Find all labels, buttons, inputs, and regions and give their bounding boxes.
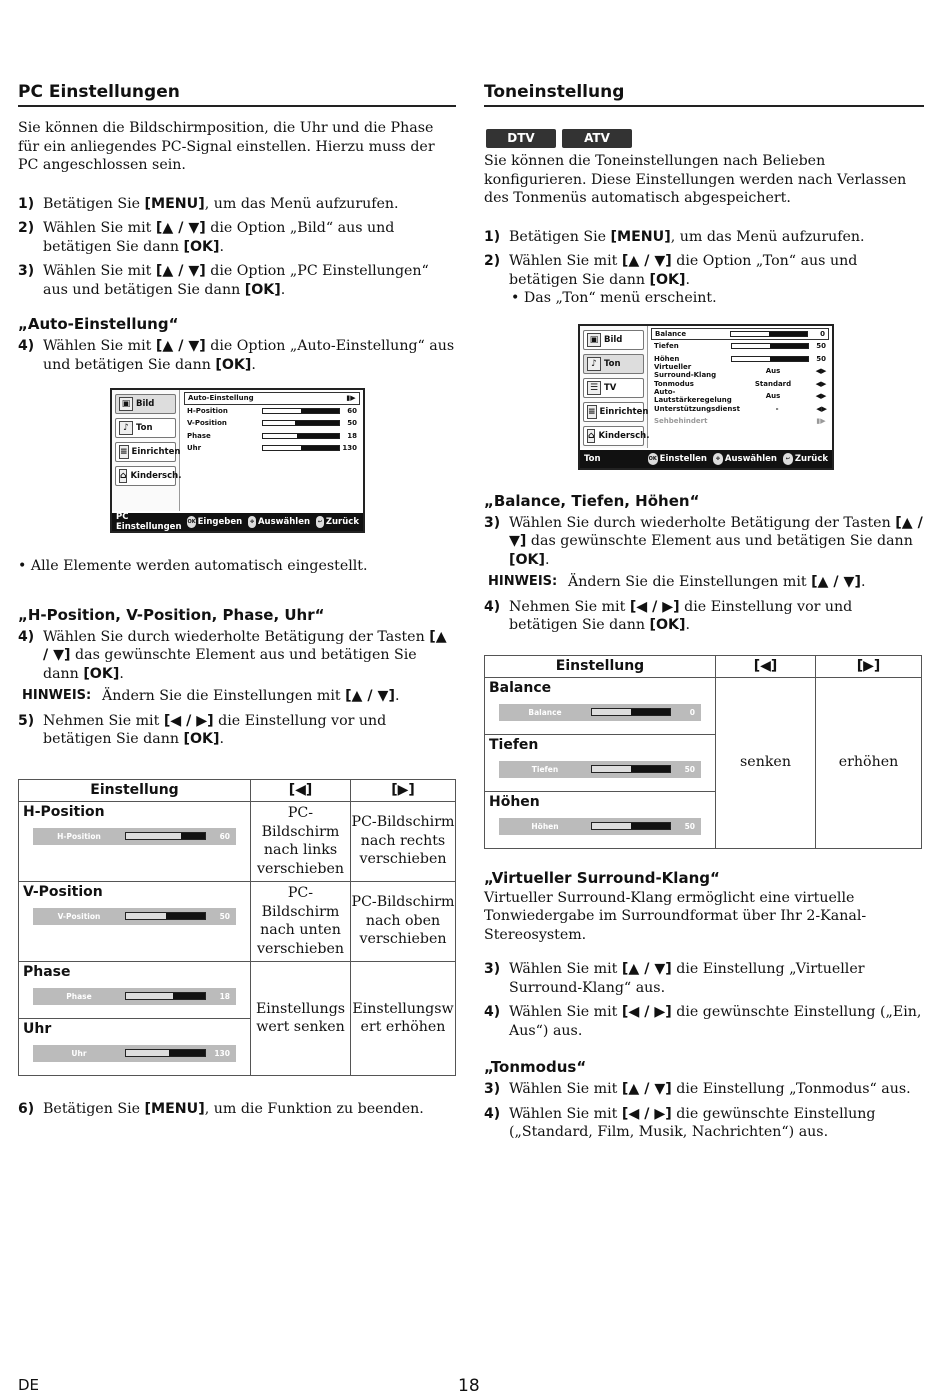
subheading-position: „H-Position, V-Position, Phase, Uhr“ [18, 605, 325, 624]
step: 1) Betätigen Sie [MENU], um das Menü aufzurufen. [484, 228, 865, 245]
left-column [18, 82, 456, 1118]
table-header: [◀] [251, 779, 351, 801]
section-title-sound: Toneinstellung [484, 82, 924, 107]
menu-item-bild[interactable]: ▣ Bild [583, 330, 644, 350]
sound-adjust-table [484, 655, 922, 849]
level-bar [262, 445, 340, 451]
step: 4) Wählen Sie durch wiederholte Betätigung der Tasten [▲ / ▼] das gewünschte Element aus und betätigen Sie dann [OK]. [18, 628, 447, 682]
table-row: Phase Phase 18 Einstellungs wert senken Einstellungsw ert erhöhen [19, 961, 456, 1018]
back-icon: ↩ [783, 453, 793, 465]
step-number: 1) [18, 195, 35, 212]
subheading-tonmodus: „Tonmodus“ [484, 1058, 587, 1076]
menu-row[interactable]: Tiefen 50 [654, 342, 826, 351]
pc-intro: Sie können die Bildschirmposition, die Uhr und die Phase für ein anliegendes PC-Signal einstellen. Hierzu muss der PC angeschlossen sein. [18, 120, 435, 173]
step: 3) Wählen Sie mit [▲ / ▼] die Einstellung „Tonmodus“ aus. [484, 1081, 911, 1097]
mode-badges [486, 127, 924, 148]
right-column [484, 82, 924, 1142]
sound-settings-menu [578, 324, 834, 470]
menu-row[interactable]: Höhen 50 [654, 354, 826, 363]
auto-note: • Alle Elemente werden automatisch eingestellt. [18, 558, 368, 574]
menu-sidebar [580, 326, 648, 448]
menu-item-kindersch[interactable]: ⌂ Kindersch. [115, 466, 176, 486]
level-bar [262, 408, 340, 414]
step: 3) Wählen Sie mit [▲ / ▼] die Option „PC Einstellungen“ aus und betätigen Sie dann [OK]. [18, 263, 429, 298]
step-number: 2) [18, 220, 35, 236]
mini-bar: V-Position 50 [33, 908, 236, 925]
menu-item-tv[interactable]: ☰ TV [583, 378, 644, 398]
subheading-auto: „Auto-Einstellung“ [18, 315, 179, 333]
step: 4) Wählen Sie mit [◀ / ▶] die gewünschte Einstellung („Standard, Film, Musik, Nachrichten“) aus. [484, 1105, 876, 1140]
step: 4) Nehmen Sie mit [◀ / ▶] die Einstellung vor und betätigen Sie dann [OK]. [484, 598, 853, 633]
lock-icon: ⌂ [588, 430, 595, 441]
enter-icon: ▮▶ [346, 394, 356, 403]
mini-bar: Uhr 130 [33, 1045, 236, 1062]
page-number: 18 [458, 1376, 480, 1394]
table-row: H-Position H-Position 60 PC-Bildschirm nach links verschieben PC-Bildschirm nach rechts verschieben [19, 801, 456, 881]
table-row: Höhen Höhen 50 [485, 791, 922, 848]
badge-dtv: DTV [486, 129, 556, 148]
menu-footer: Ton OK Einstellen ✥ Auswählen ↩ Zurück [580, 450, 832, 468]
setup-icon: ≡ [120, 447, 128, 457]
step: 3) Wählen Sie durch wiederholte Betätigung der Tasten [▲ / ▼] das gewünschte Element aus und betätigen Sie dann [OK]. [484, 514, 923, 568]
sound-menu-note: • Das „Ton“ menü erscheint. [511, 290, 717, 306]
setup-icon: ≡ [588, 406, 596, 417]
step: 4) Wählen Sie mit [▲ / ▼] die Option „Auto-Einstellung“ aus und betätigen Sie dann [OK]. [18, 338, 455, 373]
dpad-icon: ✥ [248, 516, 256, 528]
step-number: 3) [18, 263, 35, 279]
left-right-icon: ◀▶ [815, 379, 827, 388]
step: 4) Wählen Sie mit [◀ / ▶] die gewünschte Einstellung („Ein, Aus“) aus. [484, 1004, 922, 1039]
step: 3) Wählen Sie mit [▲ / ▼] die Einstellung „Virtueller Surround-Klang“ aus. [484, 961, 865, 996]
mini-bar: Phase 18 [33, 988, 236, 1005]
table-row: Tiefen Tiefen 50 [485, 734, 922, 791]
level-bar [731, 356, 809, 362]
menu-item-kindersch[interactable]: ⌂ Kindersch. [583, 426, 644, 446]
menu-row[interactable]: Uhr 130 [187, 444, 357, 453]
subheading-balance: „Balance, Tiefen, Höhen“ [484, 491, 700, 510]
section-title-pc: PC Einstellungen [18, 82, 456, 107]
menu-sidebar [112, 390, 180, 511]
step: 5) Nehmen Sie mit [◀ / ▶] die Einstellung vor und betätigen Sie dann [OK]. [18, 712, 387, 747]
list-icon: ☰ [587, 381, 601, 395]
note-icon: ♪ [587, 357, 601, 371]
menu-row[interactable]: Phase 18 [187, 431, 357, 440]
menu-row[interactable]: V-Position 50 [187, 419, 357, 428]
dpad-icon: ✥ [713, 453, 723, 465]
table-header: Einstellung [19, 779, 251, 801]
surround-intro: Virtueller Surround-Klang ermöglicht eine virtuelle Tonwiedergabe im Surroundformat über Ihr 2-Kanal-Stereosystem. [484, 889, 867, 943]
left-right-icon: ◀▶ [815, 367, 827, 376]
menu-row-auto[interactable]: Auto-Einstellung ▮▶ [184, 392, 360, 405]
table-header: [◀] [716, 655, 816, 677]
badge-atv: ATV [562, 129, 632, 148]
menu-row: Sehbehindert ▮▶ [651, 415, 829, 428]
menu-item-einrichten[interactable]: ≡ Einrichten [115, 442, 176, 462]
menu-item-ton[interactable]: ♪ Ton [115, 418, 176, 438]
mini-bar: H-Position 60 [33, 828, 236, 845]
menu-row[interactable]: Virtueller Surround-Klang Aus ◀▶ [651, 365, 829, 378]
menu-row-balance[interactable]: Balance 0 [651, 328, 829, 341]
lock-icon: ⌂ [120, 471, 127, 481]
menu-row[interactable]: Tonmodus Standard ◀▶ [651, 378, 829, 391]
mini-bar: Höhen 50 [499, 818, 701, 835]
pc-settings-menu [110, 388, 365, 533]
mini-bar: Tiefen 50 [499, 761, 701, 778]
table-header: Einstellung [485, 655, 716, 677]
subheading-surround: „Virtueller Surround-Klang“ [484, 868, 720, 887]
table-header: [▶] [351, 779, 456, 801]
hint: HINWEIS: Ändern Sie die Einstellungen mit [▲ / ▼]. [488, 574, 866, 590]
mini-bar: Balance 0 [499, 704, 701, 721]
left-right-icon: ◀▶ [816, 404, 827, 413]
step: 6) Betätigen Sie [MENU], um die Funktion zu beenden. [18, 1100, 424, 1117]
table-header: [▶] [816, 655, 922, 677]
hint: HINWEIS: Ändern Sie die Einstellungen mit [▲ / ▼]. [22, 688, 400, 704]
table-row: Uhr Uhr 130 [19, 1018, 456, 1075]
menu-row[interactable]: Auto-Lautstärkeregelung Aus ◀▶ [651, 390, 829, 403]
level-bar [262, 420, 340, 426]
level-bar [730, 331, 808, 337]
step: 1) Betätigen Sie [MENU], um das Menü aufzurufen. [18, 195, 399, 212]
menu-row[interactable]: Unterstützungsdienst - ◀▶ [651, 403, 829, 416]
step: 2) Wählen Sie mit [▲ / ▼] die Option „Ton“ aus und betätigen Sie dann [OK]. [484, 253, 858, 288]
menu-item-einrichten[interactable]: ≡ Einrichten [583, 402, 644, 422]
sound-intro: Sie können die Toneinstellungen nach Belieben konfigurieren. Diese Einstellungen werden nach Verlassen des Tonmenüs automatisch abgespeichert. [484, 153, 907, 206]
enter-icon: ▮▶ [816, 417, 826, 426]
step: 2) Wählen Sie mit [▲ / ▼] die Option „Bild“ aus und betätigen Sie dann [OK]. [18, 220, 395, 255]
menu-footer: PC Einstellungen OK Eingeben ✥ Auswählen ↩ Zurück [112, 513, 363, 531]
menu-rows [651, 328, 829, 428]
table-row: V-Position V-Position 50 PC-Bildschirm nach unten verschieben PC-Bildschirm nach oben verschieben [19, 881, 456, 961]
menu-item-ton[interactable]: ♪ Ton [583, 354, 644, 374]
picture-icon: ▣ [587, 333, 601, 347]
menu-row[interactable]: H-Position 60 [187, 406, 357, 415]
left-right-icon: ◀▶ [815, 392, 827, 401]
back-icon: ↩ [316, 516, 324, 528]
menu-item-bild[interactable]: ▣ Bild [115, 394, 176, 414]
ok-icon: OK [648, 453, 658, 465]
ok-icon: OK [187, 516, 195, 528]
menu-rows [184, 392, 360, 455]
level-bar [731, 343, 809, 349]
picture-icon: ▣ [119, 397, 133, 411]
table-row: Balance Balance 0 senken erhöhen [485, 677, 922, 734]
pc-adjust-table [18, 779, 456, 1076]
level-bar [262, 433, 340, 439]
language-label: DE [18, 1376, 40, 1394]
note-icon: ♪ [119, 421, 133, 435]
